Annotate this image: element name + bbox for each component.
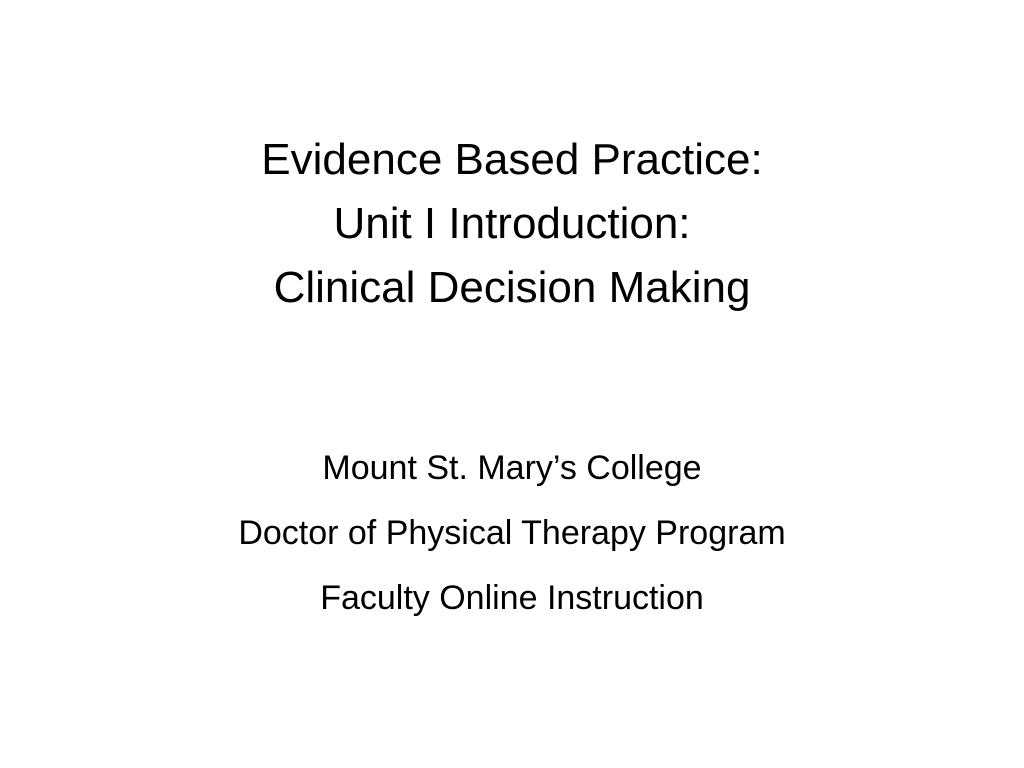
- slide-subtitle: [200, 440, 824, 634]
- subtitle-instruction: Faculty Online Instruction: [320, 579, 704, 617]
- subtitle-college: Mount St. Mary’s College: [322, 449, 702, 487]
- title-line-3: Clinical Decision Making: [273, 263, 751, 312]
- slide-title: [80, 128, 944, 320]
- title-line-2: Unit I Introduction:: [333, 199, 691, 248]
- title-line-1: Evidence Based Practice:: [261, 135, 763, 184]
- subtitle-program: Doctor of Physical Therapy Program: [238, 514, 786, 552]
